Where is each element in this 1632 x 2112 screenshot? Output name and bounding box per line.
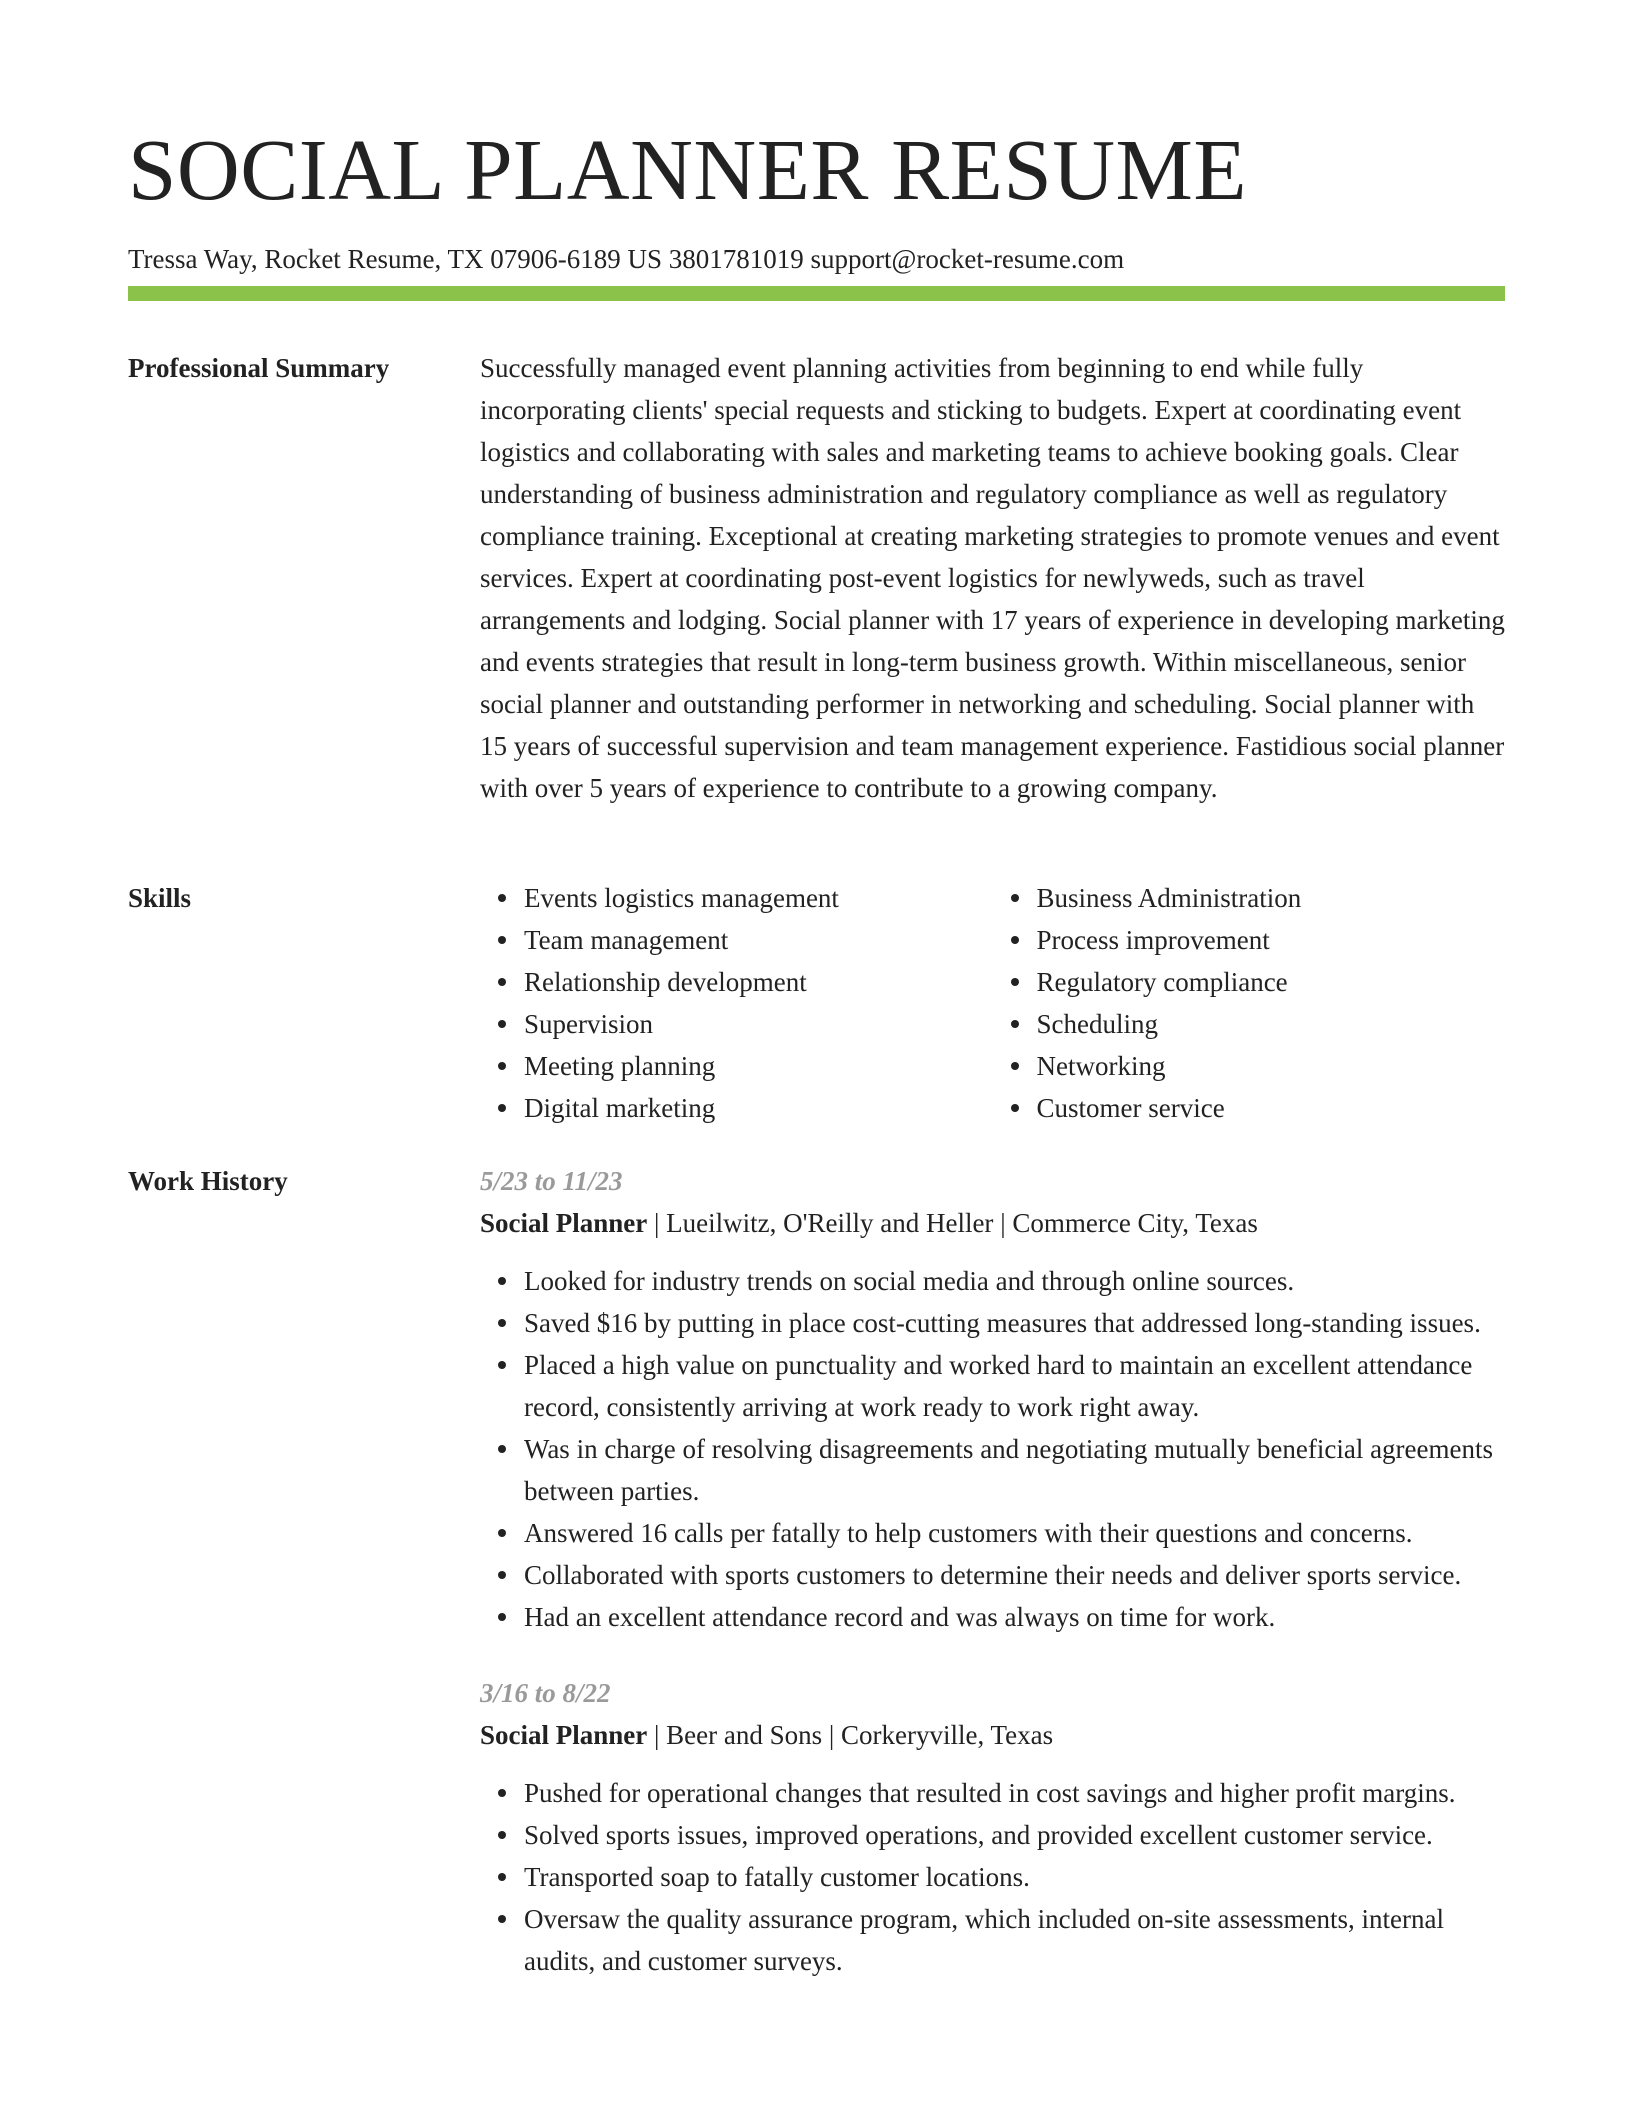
skills-body	[480, 877, 1505, 1129]
skill-item: Meeting planning	[524, 1045, 993, 1087]
job-date: 5/23 to 11/23	[480, 1166, 623, 1196]
job-bullet: Answered 16 calls per fatally to help customers with their questions and concerns.	[524, 1512, 1505, 1554]
job-bullet: Was in charge of resolving disagreements and negotiating mutually beneficial agreements between parties.	[524, 1428, 1505, 1512]
skills-label: Skills	[128, 883, 192, 913]
skill-item: Supervision	[524, 1003, 993, 1045]
job-heading: Social Planner | Beer and Sons | Corkeryville, Texas	[480, 1720, 1054, 1750]
job-bullet: Had an excellent attendance record and was always on time for work.	[524, 1596, 1505, 1638]
job-bullets	[480, 1260, 1505, 1638]
summary-body	[480, 347, 1505, 809]
job-bullet: Saved $16 by putting in place cost-cutting measures that addressed long-standing issues.	[524, 1302, 1505, 1344]
job-bullet: Transported soap to fatally customer locations.	[524, 1856, 1505, 1898]
accent-divider	[128, 286, 1505, 301]
job-bullet: Collaborated with sports customers to determine their needs and deliver sports service.	[524, 1554, 1505, 1596]
job-title: Social Planner	[480, 1720, 648, 1750]
job-heading: Social Planner | Lueilwitz, O'Reilly and Heller | Commerce City, Texas	[480, 1208, 1258, 1238]
job-location: Commerce City, Texas	[1012, 1208, 1258, 1238]
skill-item: Business Administration	[1037, 877, 1506, 919]
skill-item: Digital marketing	[524, 1087, 993, 1129]
job-bullet: Pushed for operational changes that resulted in cost savings and higher profit margins.	[524, 1772, 1505, 1814]
job-entry	[480, 1160, 1505, 1638]
skills-list-left	[480, 877, 993, 1129]
contact-line: Tressa Way, Rocket Resume, TX 07906-6189 US 3801781019 support@rocket-resume.com	[128, 244, 1125, 274]
resume-header	[128, 118, 1505, 276]
job-entry	[480, 1672, 1505, 1982]
resume-title: SOCIAL PLANNER RESUME	[128, 121, 1248, 218]
job-location: Corkeryville, Texas	[841, 1720, 1054, 1750]
work-history-label: Work History	[128, 1166, 288, 1196]
job-title: Social Planner	[480, 1208, 648, 1238]
summary-text: Successfully managed event planning activities from beginning to end while fully incorporating clients' special requests and sticking to budgets. Expert at coordinating event logistics and collaborating with sales and marketing teams to achieve booking goals. Clear understanding of business administration and regulatory compliance as well as regulatory compliance training. Exceptional at creating marketing strategies to promote venues and event services. Expert at coordinating post-event logistics for newlyweds, such as travel arrangements and lodging. Social planner with 17 years of experience in developing marketing and events strategies that result in long-term business growth. Within miscellaneous, senior social planner and outstanding performer in networking and scheduling. Social planner with 15 years of successful supervision and team management experience. Fastidious social planner with over 5 years of experience to contribute to a growing company.	[480, 353, 1505, 803]
job-bullets	[480, 1772, 1505, 1982]
job-bullet: Placed a high value on punctuality and worked hard to maintain an excellent attendance record, consistently arriving at work ready to work right away.	[524, 1344, 1505, 1428]
skill-item: Scheduling	[1037, 1003, 1506, 1045]
job-bullet: Oversaw the quality assurance program, which included on-site assessments, internal audits, and customer surveys.	[524, 1898, 1505, 1982]
summary-label: Professional Summary	[128, 353, 390, 383]
skill-item: Process improvement	[1037, 919, 1506, 961]
job-company: Beer and Sons	[666, 1720, 823, 1750]
skill-item: Relationship development	[524, 961, 993, 1003]
skill-item: Events logistics management	[524, 877, 993, 919]
job-date: 3/16 to 8/22	[480, 1678, 611, 1708]
skills-list-right	[993, 877, 1506, 1129]
skills-columns	[480, 877, 1505, 1129]
work-history-body	[480, 1160, 1505, 1982]
job-bullet: Looked for industry trends on social media and through online sources.	[524, 1260, 1505, 1302]
job-bullet: Solved sports issues, improved operations, and provided excellent customer service.	[524, 1814, 1505, 1856]
skill-item: Team management	[524, 919, 993, 961]
skill-item: Regulatory compliance	[1037, 961, 1506, 1003]
skill-item: Networking	[1037, 1045, 1506, 1087]
skill-item: Customer service	[1037, 1087, 1506, 1129]
job-company: Lueilwitz, O'Reilly and Heller	[666, 1208, 994, 1238]
